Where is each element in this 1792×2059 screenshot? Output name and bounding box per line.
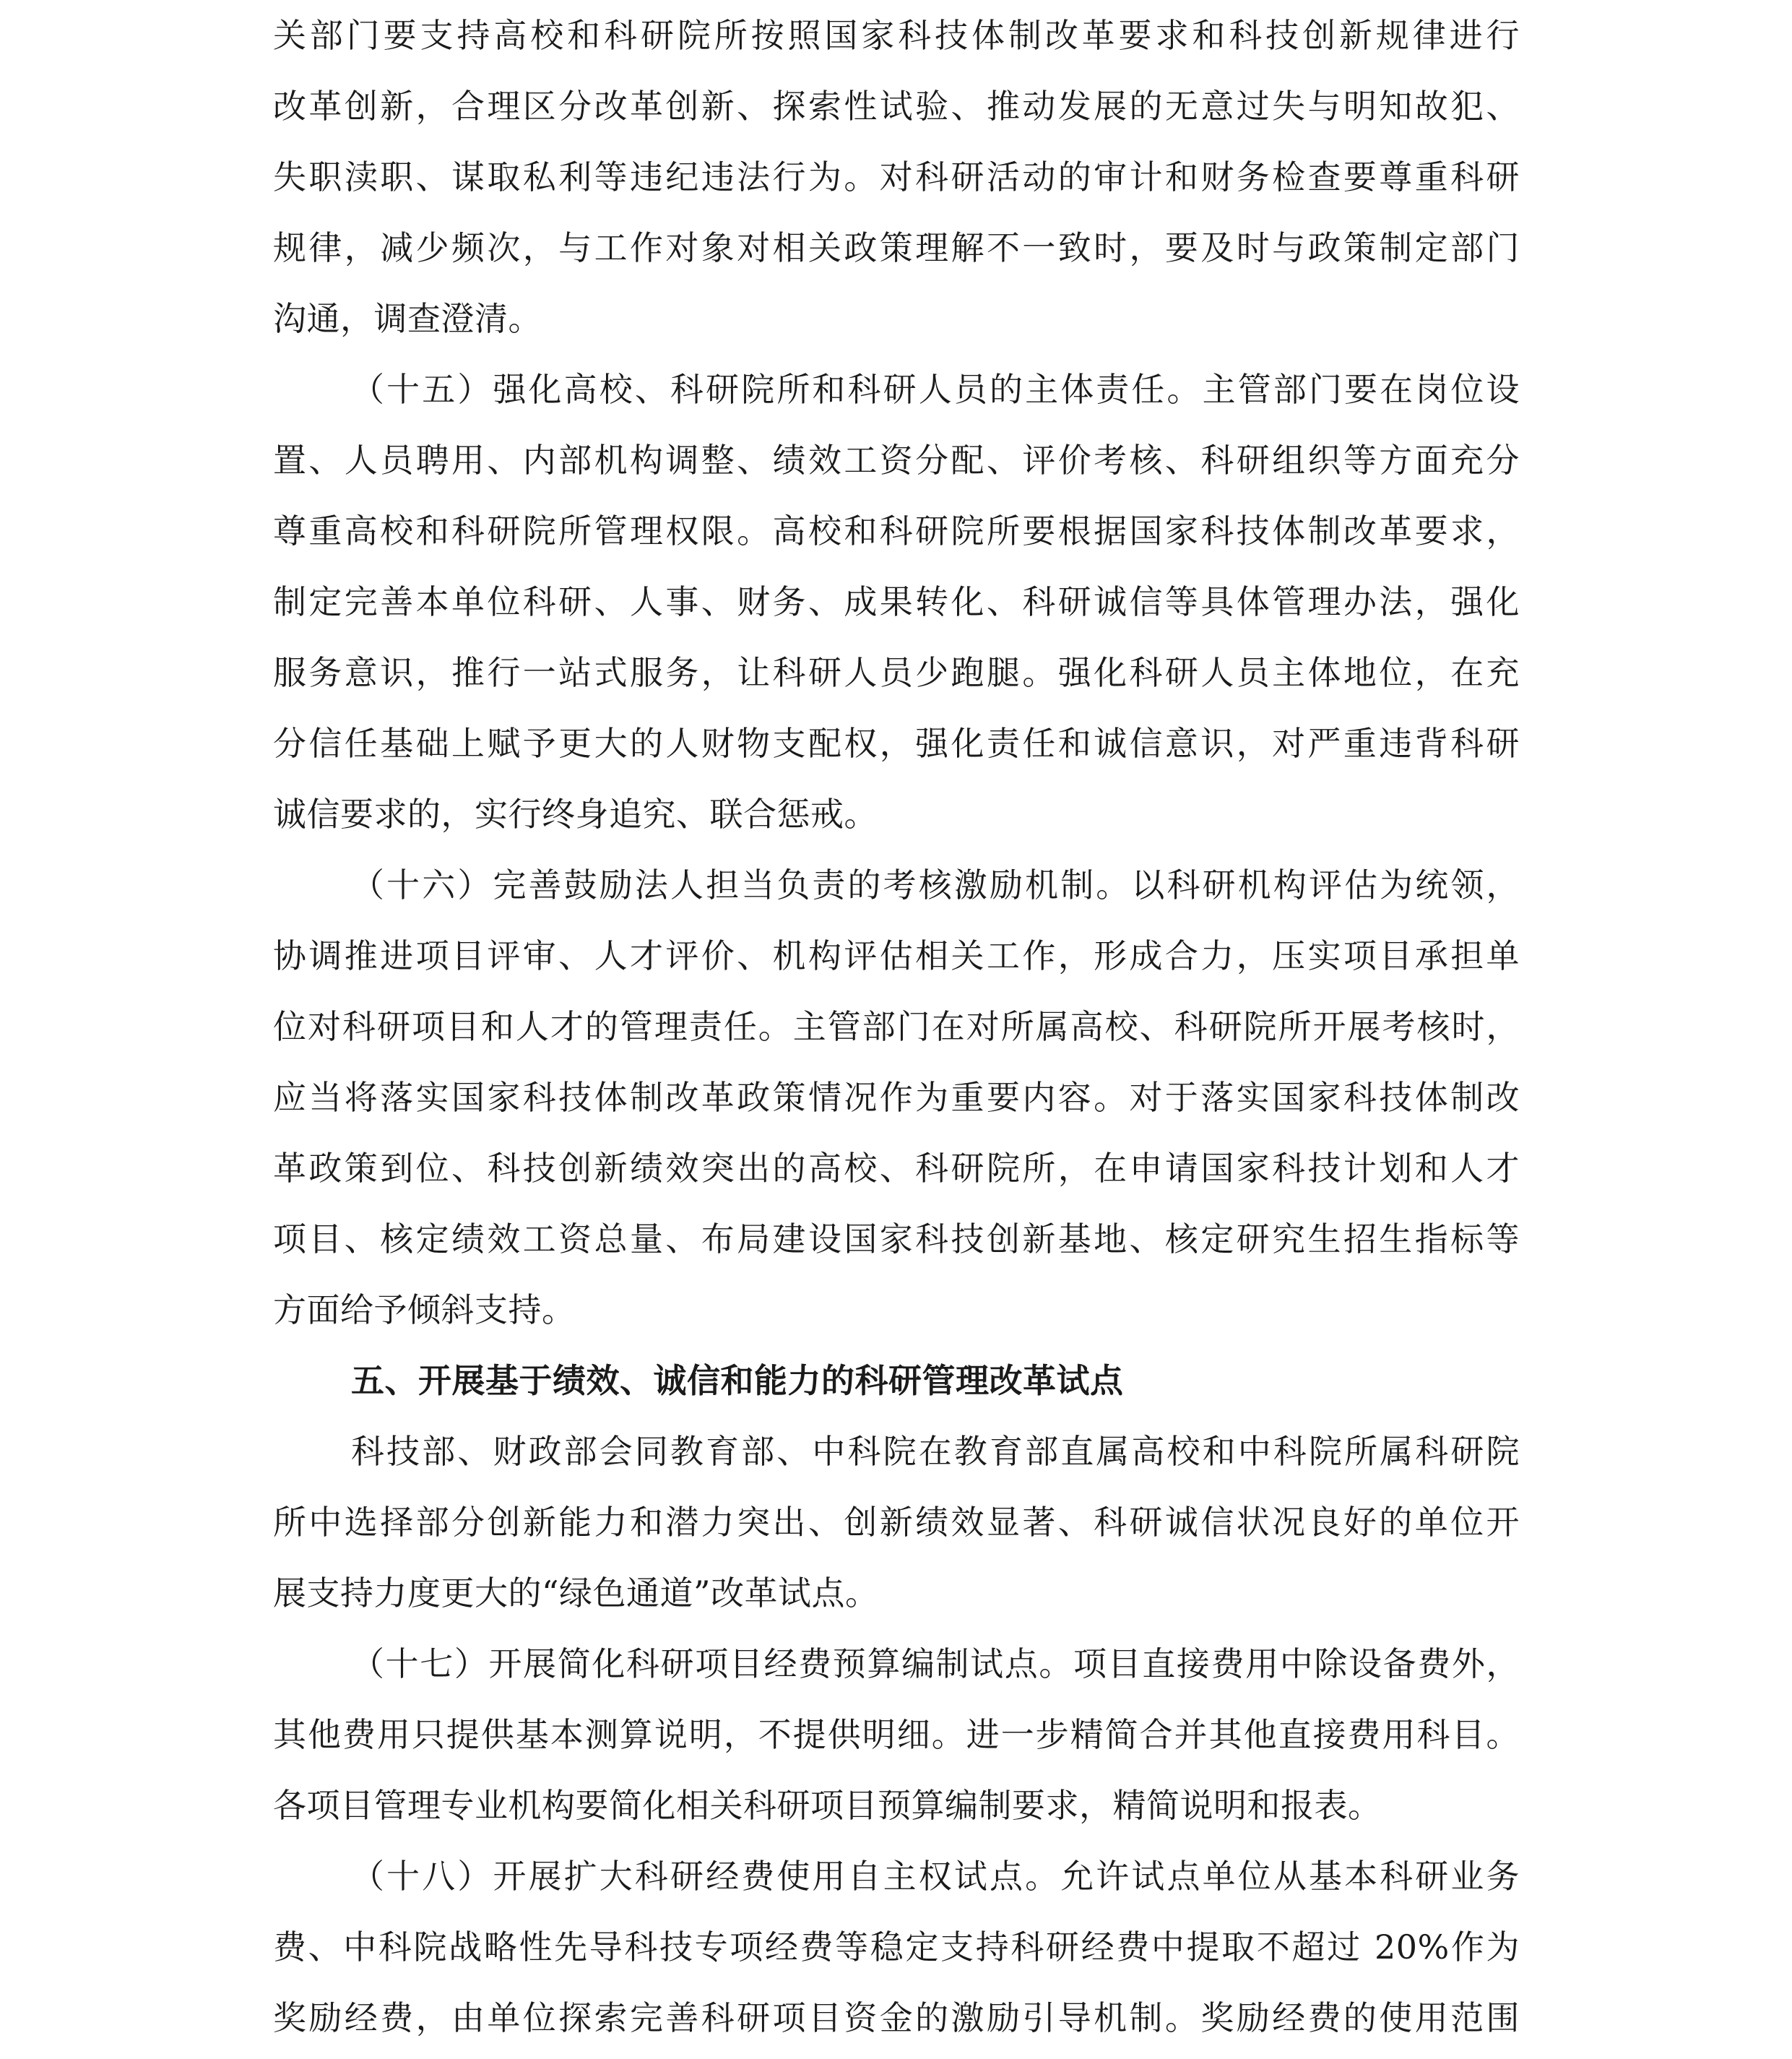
text-line: 服务意识，推行一站式服务，让科研人员少跑腿。强化科研人员主体地位，在充	[273, 653, 1520, 692]
text-line: （十八）开展扩大科研经费使用自主权试点。允许试点单位从基本科研业务	[351, 1857, 1520, 1896]
text-line: 协调推进项目评审、人才评价、机构评估相关工作，形成合力，压实项目承担单	[273, 936, 1520, 975]
text-line: 各项目管理专业机构要简化相关科研项目预算编制要求，精简说明和报表。	[273, 1786, 1382, 1825]
text-line: 沟通，调查澄清。	[273, 299, 542, 338]
text-line: 制定完善本单位科研、人事、财务、成果转化、科研诚信等具体管理办法，强化	[273, 582, 1520, 621]
text-line: 尊重高校和科研院所管理权限。高校和科研院所要根据国家科技体制改革要求，	[273, 511, 1520, 551]
text-line: 方面给予倾斜支持。	[273, 1290, 576, 1329]
text-line: 改革创新，合理区分改革创新、探索性试验、推动发展的无意过失与明知故犯、	[273, 87, 1520, 126]
section-heading: 五、开展基于绩效、诚信和能力的科研管理改革试点	[351, 1361, 1124, 1400]
text-line: 费、中科院战略性先导科技专项经费等稳定支持科研经费中提取不超过 20%作为	[273, 1928, 1520, 1967]
text-line: 革政策到位、科技创新绩效突出的高校、科研院所，在申请国家科技计划和人才	[273, 1149, 1520, 1188]
text-line: 应当将落实国家科技体制改革政策情况作为重要内容。对于落实国家科技体制改	[273, 1078, 1520, 1117]
text-line: 置、人员聘用、内部机构调整、绩效工资分配、评价考核、科研组织等方面充分	[273, 441, 1520, 480]
text-line: 展支持力度更大的“绿色通道”改革试点。	[273, 1574, 879, 1613]
text-line: 关部门要支持高校和科研院所按照国家科技体制改革要求和科技创新规律进行	[273, 16, 1520, 55]
text-line: 分信任基础上赋予更大的人财物支配权，强化责任和诚信意识，对严重违背科研	[273, 724, 1520, 763]
text-line: 奖励经费，由单位探索完善科研项目资金的激励引导机制。奖励经费的使用范围	[273, 1998, 1520, 2037]
text-line: 诚信要求的，实行终身追究、联合惩戒。	[273, 795, 878, 834]
text-line: 所中选择部分创新能力和潜力突出、创新绩效显著、科研诚信状况良好的单位开	[273, 1503, 1520, 1542]
text-line: 规律，减少频次，与工作对象对相关政策理解不一致时，要及时与政策制定部门	[273, 228, 1520, 267]
document-body	[273, 0, 1520, 2053]
text-line: 其他费用只提供基本测算说明，不提供明细。进一步精简合并其他直接费用科目。	[273, 1715, 1520, 1754]
text-line: （十六）完善鼓励法人担当负责的考核激励机制。以科研机构评估为统领，	[351, 866, 1520, 905]
text-line: （十七）开展简化科研项目经费预算编制试点。项目直接费用中除设备费外，	[351, 1644, 1520, 1683]
text-line: 项目、核定绩效工资总量、布局建设国家科技创新基地、核定研究生招生指标等	[273, 1220, 1520, 1259]
text-line: 失职渎职、谋取私利等违纪违法行为。对科研活动的审计和财务检查要尊重科研	[273, 157, 1520, 197]
text-line: 位对科研项目和人才的管理责任。主管部门在对所属高校、科研院所开展考核时，	[273, 1007, 1520, 1046]
text-line: （十五）强化高校、科研院所和科研人员的主体责任。主管部门要在岗位设	[351, 370, 1520, 409]
text-line: 科技部、财政部会同教育部、中科院在教育部直属高校和中科院所属科研院	[351, 1432, 1520, 1471]
